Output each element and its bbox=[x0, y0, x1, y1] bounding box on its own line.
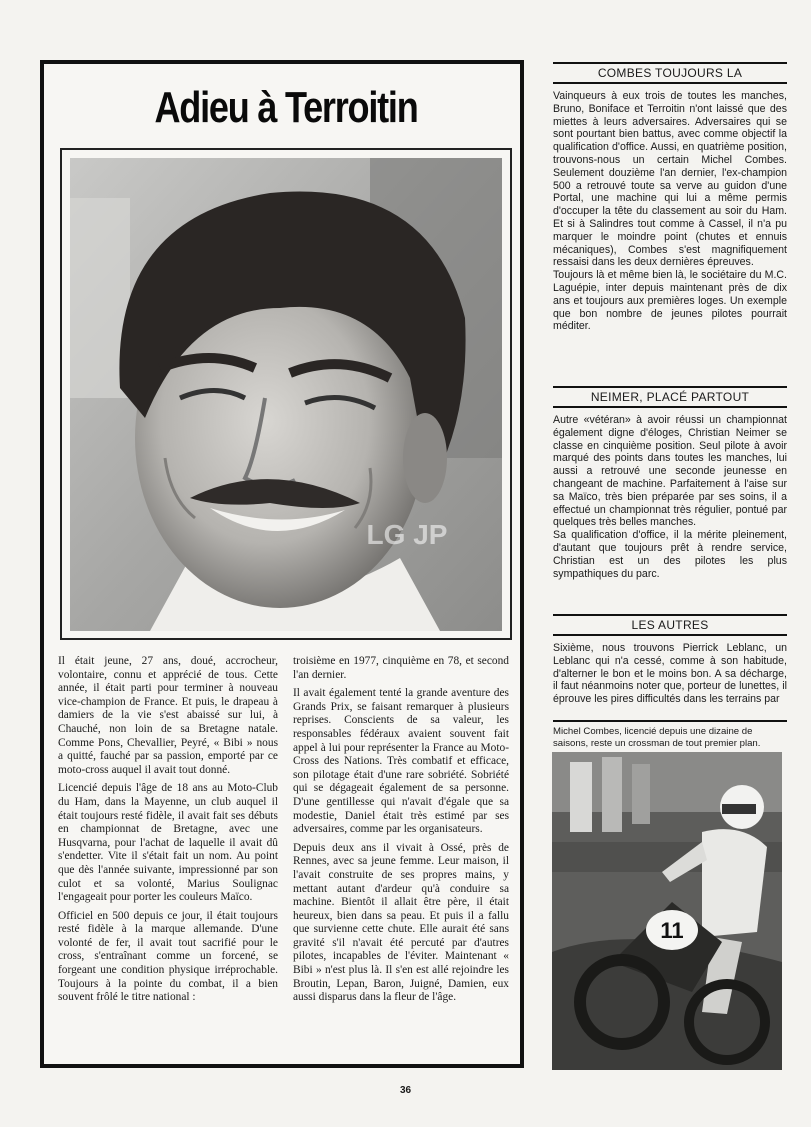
sidebar-heading-autres: LES AUTRES bbox=[553, 614, 787, 636]
sidebar-paragraph: Sa qualification d'office, il la mérite pleinement, d'autant que toujours prêt à rendre service, Christian est un des pilotes les plus sympathiques du parc. bbox=[553, 529, 787, 580]
bike-number: 11 bbox=[660, 918, 684, 943]
sidebar-section-neimer bbox=[553, 414, 787, 580]
sidebar-section-autres bbox=[553, 642, 787, 706]
article-title: Adieu à Terroitin bbox=[154, 83, 418, 132]
sidebar-paragraph: Autre «vétéran» à avoir réussi un championnat également digne d'éloges, Christian Neimer se classe en cinquième position. Seul pilote à avoir marqué des points dans toutes les manches, lui aussi a retrouvé une seconde jeunesse en changeant de machine. Parfaitement à l'aise sur sa Maïco, très bien préparée par ses soins, il a effectué un championnat très régulier, pontué par quelques très belles manches. bbox=[553, 414, 787, 529]
article-paragraph: Officiel en 500 depuis ce jour, il était toujours resté fidèle à la marque allemande. D'une volonté de fer, il avait tout sacrifié pour le cross, s'entraînant comme un forcené, se forgeant une condition physique irréprochable. Toujours à la pointe du combat, il a bien souvent frôlé le titre national : bbox=[58, 909, 278, 1004]
article-paragraph: Il avait également tenté la grande aventure des Grands Prix, se faisant remarquer à plusieurs reprises. Conscients de sa valeur, les responsables fédéraux avaient souvent fait appel à lui pour représenter la France au Moto-Cross des Nations. Très combatif et efficace, son pilotage était d'une rare sobriété. Sobriété qui se dégageait également de sa personne. D'une gentillesse qui n'avait d'égale que sa modestie, Daniel était très estimé par ses adversaires, comme par les organisateurs. bbox=[293, 687, 509, 836]
motocross-photo bbox=[552, 752, 782, 1070]
sidebar-section-combes bbox=[553, 90, 787, 333]
photo-caption: Michel Combes, licencié depuis une dizaine de saisons, reste un crossman de tout premier plan. bbox=[553, 726, 761, 749]
page-number: 36 bbox=[399, 1085, 412, 1096]
article-column-2 bbox=[293, 655, 509, 1010]
sidebar-rule bbox=[553, 720, 787, 722]
sidebar-heading-combes: COMBES TOUJOURS LA bbox=[553, 62, 787, 84]
sidebar-paragraph: Sixième, nous trouvons Pierrick Leblanc, un Leblanc qui n'a cessé, comme à son habitude, d'alterner le bon et le moins bon. A sa décharge, il faut néanmoins noter que, porteur de lunettes, il éprouve les pires difficultés dans les terrains par bbox=[553, 642, 787, 706]
sidebar-heading-neimer: NEIMER, PLACÉ PARTOUT bbox=[553, 386, 787, 408]
photo-watermark: LG JP bbox=[366, 519, 448, 550]
sidebar-paragraph: Vainqueurs à eux trois de toutes les manches, Bruno, Boniface et Terroitin n'ont laissé que des miettes à leurs adversaires. Adversaires qui se sont pourtant bien battus, avec comme objectif la qualification d'office. Aussi, en quatrième position, trouvons-nous un certain Michel Combes. Seulement douzième l'an dernier, l'ex-champion 500 a retrouvé toute sa verve au guidon d'une Portal, une machine qui lui a même permis d'occuper la tête du classement au soir du Ham. Et si à Salindres tout comme à Cassel, il n'a pu marquer le moindre point (chutes et ennuis mécaniques), Combes s'est magnifiquement ressaisi dans les deux dernières épreuves. bbox=[553, 90, 787, 269]
article-paragraph: Il était jeune, 27 ans, doué, accrocheur, volontaire, connu et apprécié de tous. Cette année, il était parti pour terminer à nouveau vice-champion de France. Et puis, le drapeau à damiers de la vie s'est abaissé sur lui, à Chauché, non loin de sa Bretagne natale. Comme Pons, Chevallier, Peyré, « Bibi » nous a quitté, fauché par sa passion, emporté par ce moto-cross auquel il avait tout donné. bbox=[58, 655, 278, 776]
article-paragraph: troisième en 1977, cinquième en 78, et second l'an dernier. bbox=[293, 655, 509, 681]
article-column-1 bbox=[58, 655, 278, 1010]
article-paragraph: Depuis deux ans il vivait à Ossé, près de Rennes, avec sa jeune femme. Leur maison, il l'avait construite de ses propres mains, y mettant autant d'ardeur qu'à conduire sa machine. Bientôt il allait être père, il était heureux, bien dans sa peau. Et puis il a fallu que survienne cette chute. Elle aurait été sans gravité s'il n'avait été percuté par d'autres pilotes, incapables de l'éviter. Maintenant « Bibi » n'est plus là. Il s'en est allé rejoindre les Broutin, Lepan, Baron, Juigné, Damien, eux aussi disparus dans la fleur de l'âge. bbox=[293, 841, 509, 1004]
sidebar-paragraph: Toujours là et même bien là, le sociétaire du M.C. Laguépie, inter depuis maintenant près de dix ans et toujours aux premières loges. Un exemple que bon nombre de jeunes pilotes pourrait méditer. bbox=[553, 269, 787, 333]
article-paragraph: Licencié depuis l'âge de 18 ans au Moto-Club du Ham, dans la Mayenne, un club auquel il était toujours resté fidèle, il avait fait ses débuts en championnat de Bretagne, avec une Husqvarna, pour l'achat de laquelle il avait dû s'endetter. Vite il s'était fait un nom. Au point que dès l'année suivante, impressionné par son culot et sa volonté, Marius Soulignac l'engageait pour porter les couleurs Maïco. bbox=[58, 782, 278, 904]
